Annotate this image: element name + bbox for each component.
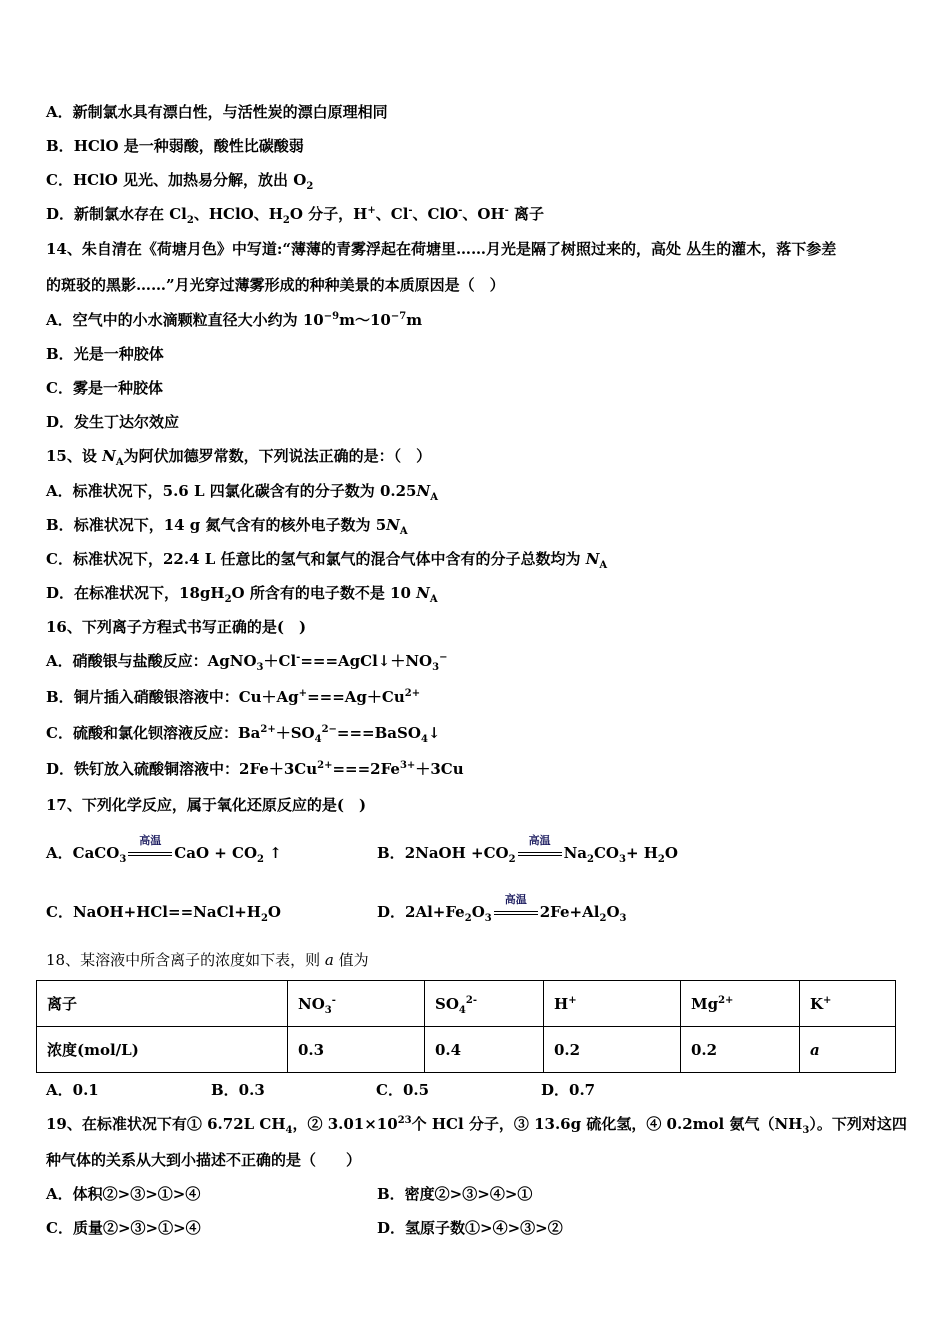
q19-option-a: A．体积②>③>①>④ <box>46 1185 201 1203</box>
q13-option-d: D．新制氯水存在 $Cl_2$、HClO、$H_2O$ 分子，H+、Cl-、ClO-、OH- 离子 <box>46 205 545 226</box>
table-row <box>37 981 896 1027</box>
q15-option-b: B．标准状况下，14 g 氮气含有的核外电子数为 $5N_A$ <box>46 516 408 537</box>
q18-options: A．0.1 B．0.3 C．0.5 D．0.7 <box>46 1081 596 1099</box>
table-cell: 离子 <box>37 981 288 1027</box>
q15-option-c: C．标准状况下，22.4 L 任意比的氢气和氯气的混合气体中含有的分子总数均为 $N_A$ <box>46 550 608 571</box>
reaction-arrow: 高温 <box>518 847 562 861</box>
table-cell: $NO_3^-$ <box>288 981 425 1027</box>
q17-option-b: B．2NaOH $+CO_2$ 高温 $Na_2CO_3+ H_2O$ <box>377 834 678 865</box>
q13-option-a: A．新制氯水具有漂白性，与活性炭的漂白原理相同 <box>46 103 388 121</box>
q19-option-c: C．质量②>③>①>④ <box>46 1219 201 1237</box>
q16-option-d: D．铁钉放入硫酸铜溶液中：$2Fe+3Cu^{2+}===2Fe^{3+}+3Cu$ <box>46 760 464 778</box>
q15-option-a: A．标准状况下，5.6 L 四氯化碳含有的分子数为 $0.25N_A$ <box>46 482 438 503</box>
ion-concentration-table <box>36 980 896 1073</box>
table-cell: 0.4 <box>425 1027 544 1073</box>
q14-option-b: B．光是一种胶体 <box>46 345 164 363</box>
q17-option-c: C．$NaOH+HCl==NaCl+H_2O$ <box>46 903 281 924</box>
q16-option-a: A．硝酸银与盐酸反应：$AgNO_3+Cl^-===AgCl↓+NO_3^-$ <box>46 652 448 673</box>
q13-option-b: B．HClO 是一种弱酸，酸性比碳酸弱 <box>46 137 304 155</box>
table-row <box>37 1027 896 1073</box>
q19-stem-line2: 种气体的关系从大到小描述不正确的是（ ） <box>46 1151 362 1169</box>
table-cell: 0.3 <box>288 1027 425 1073</box>
reaction-arrow: 高温 <box>128 847 172 861</box>
table-cell: 0.2 <box>544 1027 681 1073</box>
table-cell: $Mg^{2+}$ <box>681 981 800 1027</box>
q19-option-d: D．氢原子数①>④>③>② <box>377 1219 563 1237</box>
q14-option-c: C．雾是一种胶体 <box>46 379 163 397</box>
table-cell: K+ <box>800 981 896 1027</box>
q15-option-d: D．在标准状况下，$18gH_2O$ 所含有的电子数不是 10 $N_A$ <box>46 584 438 605</box>
q14-stem-line1: 14、朱自清在《荷塘月色》中写道:“薄薄的青雾浮起在荷塘里……月光是隔了树照过来的，高处 丛生的灌木，落下参差 <box>46 240 837 258</box>
table-cell: 浓度(mol/L) <box>37 1027 288 1073</box>
q17-stem: 17、下列化学反应，属于氧化还原反应的是( ) <box>46 796 367 814</box>
table-cell: 0.2 <box>681 1027 800 1073</box>
q14-option-d: D．发生丁达尔效应 <box>46 413 180 431</box>
q19-option-b: B．密度②>③>④>① <box>377 1185 533 1203</box>
q16-option-c: C．硫酸和氯化钡溶液反应：$Ba^{2+}+SO_4^{2-}===BaSO_4↓$ <box>46 724 441 745</box>
q16-stem: 16、下列离子方程式书写正确的是( ) <box>46 618 307 636</box>
q15-stem: 15、设 $N_A$为阿伏加德罗常数，下列说法正确的是：（ ） <box>46 447 432 468</box>
table-cell: $SO_4^{2-}$ <box>425 981 544 1027</box>
q14-option-a: A．空气中的小水滴颗粒直径大小约为 $10^{-9}m\sim 10^{-7}m$ <box>46 311 423 329</box>
q14-stem-line2: 的斑驳的黑影……”月光穿过薄雾形成的种种美景的本质原因是（ ） <box>46 276 505 294</box>
q17-option-d: D．$2Al+Fe_2O_3$ 高温 $2Fe+Al_2O_3$ <box>377 893 627 924</box>
q17-option-a: A．CaCO$_3$ 高温 CaO + $CO_2$ ↑ <box>46 834 282 865</box>
q18-stem: 18、某溶液中所含离子的浓度如下表，则 a 值为 <box>46 951 369 969</box>
q16-option-b: B．铜片插入硝酸银溶液中：$Cu+Ag^+===Ag+Cu^{2+}$ <box>46 688 421 706</box>
reaction-arrow: 高温 <box>494 906 538 920</box>
q13-option-c: C．HClO 见光、加热易分解，放出 $O_2$ <box>46 171 314 192</box>
q19-stem-line1: 19、在标准状况下有① 6.72L $CH_4$，② $3.01\times 10^{23}$个 HCl 分子，③ 13.6g 硫化氢，④ 0.2mol 氨气$(NH_3)$。下列对这四 <box>46 1115 907 1136</box>
table-cell: H+ <box>544 981 681 1027</box>
table-cell: a <box>800 1027 896 1073</box>
